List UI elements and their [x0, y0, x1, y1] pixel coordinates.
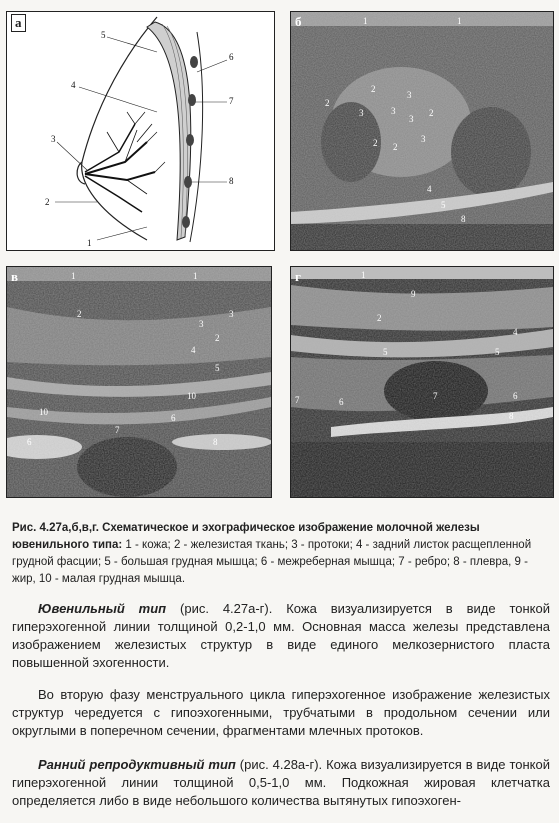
label-10: 10: [39, 407, 48, 417]
panel-letter: а: [11, 14, 26, 32]
label-2: 2: [325, 98, 330, 108]
label-3: 3: [51, 134, 56, 144]
label-2: 2: [371, 84, 376, 94]
panel-letter: в: [11, 269, 19, 284]
label-1: 1: [87, 238, 92, 248]
caption-title: Рис. 4.27а,б,в,г. Схематическое и эхографическое изображение молочной железы ювенильного типа:: [12, 522, 480, 551]
label-7: 7: [433, 391, 438, 401]
label-7: 7: [115, 425, 120, 435]
breast-schematic-drawing: [7, 12, 274, 250]
early-reproductive-heading: Ранний репродуктивный тип: [38, 757, 236, 772]
label-5: 5: [383, 347, 388, 357]
juvenile-heading: Ювенильный тип: [38, 601, 167, 616]
label-3: 3: [407, 90, 412, 100]
label-3: 3: [391, 106, 396, 116]
label-6: 6: [513, 391, 518, 401]
label-6: 6: [339, 397, 344, 407]
label-2: 2: [377, 313, 382, 323]
paragraph-menstrual: Во вторую фазу менструального цикла гиперэхогенное изображение железистых структур чередуется с гипоэхогенными, трубчатыми в продольном сечении или округлыми в поперечном сечении, фрагментами млечных протоков.: [12, 687, 550, 738]
label-1: 1: [457, 16, 462, 26]
label-8: 8: [229, 176, 234, 186]
label-7: 7: [295, 395, 300, 405]
label-2: 2: [215, 333, 220, 343]
label-4: 4: [427, 184, 432, 194]
caption-legend: 1 - кожа; 2 - железистая ткань; 3 - протоки; 4 - задний листок расщепленной грудной фасции; 5 - большая грудная мышца; 6 - межреберная мышца; 7 - ребро; 8 - плевра, 9 - жир, 10 - малая грудная мышца.: [12, 539, 532, 585]
label-5: 5: [441, 200, 446, 210]
label-6: 6: [27, 437, 32, 447]
label-2: 2: [373, 138, 378, 148]
label-3: 3: [421, 134, 426, 144]
panel-v-ultrasound: [6, 266, 272, 498]
label-10: 10: [187, 391, 196, 401]
label-8: 8: [213, 437, 218, 447]
label-7: 7: [229, 96, 234, 106]
label-1: 1: [71, 271, 76, 281]
paragraph-juvenile: [12, 600, 550, 672]
label-8: 8: [461, 214, 466, 224]
label-6: 6: [229, 52, 234, 62]
label-4: 4: [513, 327, 518, 337]
label-4: 4: [191, 345, 196, 355]
label-5: 5: [495, 347, 500, 357]
label-4: 4: [71, 80, 76, 90]
label-2: 2: [429, 108, 434, 118]
early-reproductive-body: (рис. 4.28а-г). Кожа визуализируется в виде тонкой гиперэхогенной линии толщиной 0,5-1,0 мм. Подкожная жировая клетчатка определяется либо в виде небольшого количества вытянутых гипоэхоген-: [12, 757, 550, 808]
panel-a-schematic: [6, 11, 275, 251]
panel-letter: б: [295, 14, 302, 29]
label-2: 2: [77, 309, 82, 319]
label-1: 1: [363, 16, 368, 26]
label-2: 2: [393, 142, 398, 152]
panel-b-ultrasound: [290, 11, 554, 251]
ultrasound-image-g: [291, 267, 553, 497]
label-3: 3: [229, 309, 234, 319]
label-6: 6: [171, 413, 176, 423]
label-3: 3: [409, 114, 414, 124]
label-2: 2: [45, 197, 50, 207]
juvenile-body: (рис. 4.27а-г). Кожа визуализируется в виде тонкой гиперэхогенной линии толщиной 0,2-1,0 мм. Основная масса железы представлена изображением железистых структур в виде единого мелкозернистого пласта повышенной эхогенности.: [12, 601, 550, 670]
label-3: 3: [199, 319, 204, 329]
label-1: 1: [193, 271, 198, 281]
panel-letter: г: [295, 269, 301, 284]
label-8: 8: [509, 411, 514, 421]
ultrasound-image-v: [7, 267, 271, 497]
label-1: 1: [361, 270, 366, 280]
panel-g-ultrasound: [290, 266, 554, 498]
label-9: 9: [411, 289, 416, 299]
label-3: 3: [359, 108, 364, 118]
ultrasound-image-b: [291, 12, 553, 250]
paragraph-early-reproductive: [12, 756, 550, 810]
figure-caption: [12, 520, 550, 588]
label-5: 5: [215, 363, 220, 373]
label-5: 5: [101, 30, 106, 40]
